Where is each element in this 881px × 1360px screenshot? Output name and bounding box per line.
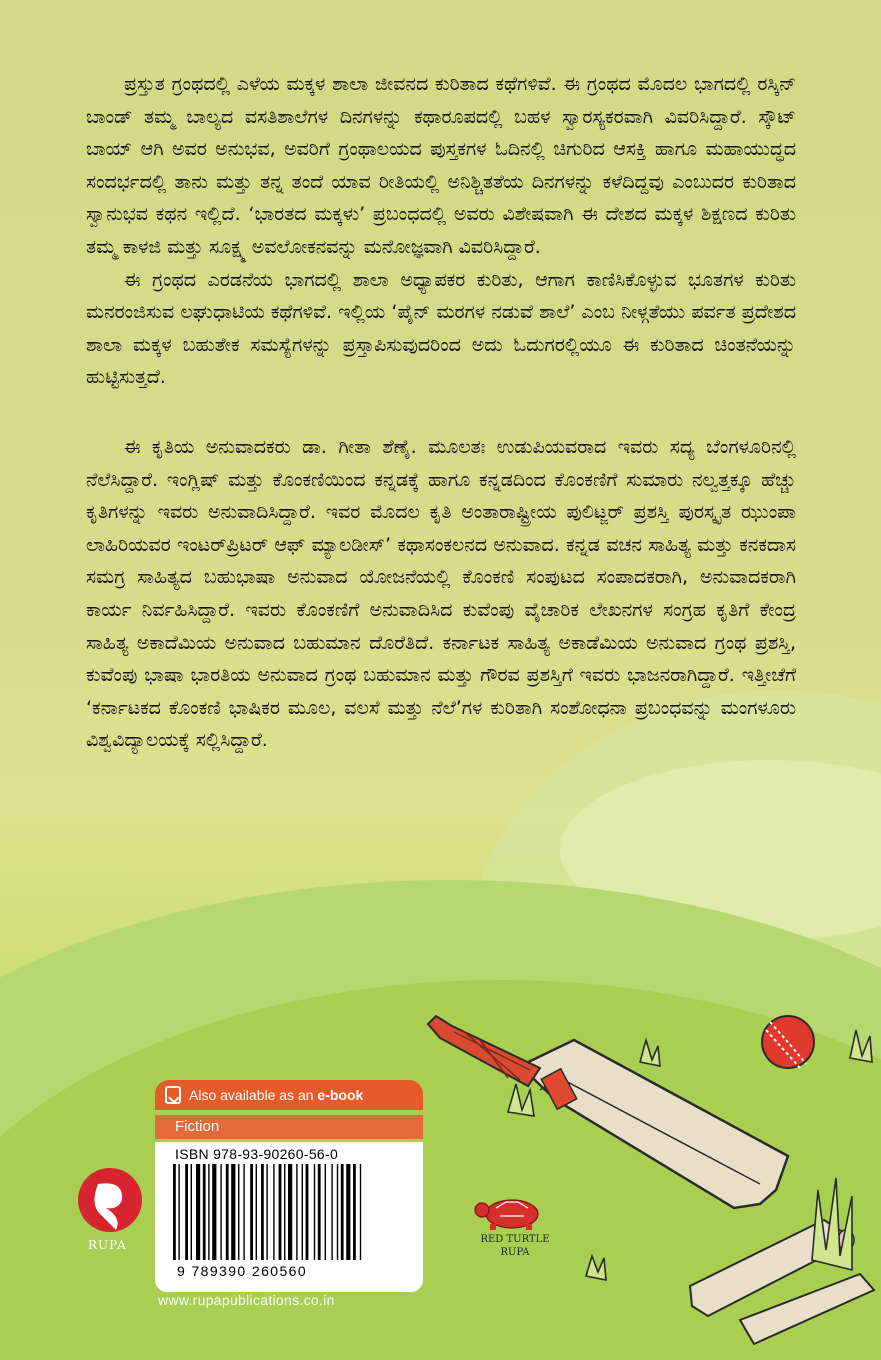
barcode-bar [231,1164,235,1260]
barcode-bar [191,1164,192,1260]
barcode-panel [155,1080,423,1310]
barcode-bar [220,1164,221,1260]
barcode-bar [208,1164,209,1260]
barcode-bar [250,1164,253,1260]
barcode-bar [325,1164,326,1260]
ebook-banner [155,1080,423,1110]
barcode-bar [178,1164,179,1260]
blurb-paragraph: ಈ ಗ್ರಂಥದ ಎರಡನೆಯ ಭಾಗದಲ್ಲಿ ಶಾಲಾ ಅಧ್ಯಾಪಕರ ಕುರಿತು, ಆಗಾಗ ಕಾಣಿಸಿಕೊಳ್ಳುವ ಭೂತಗಳ ಕುರಿತು ಮನರಂಜಿಸುವ ಲಘುಧಾಟಿಯ ಕಥೆಗಳಿವೆ. ಇಲ್ಲಿಯ ‘ಪೈನ್ ಮರಗಳ ನಡುವೆ ಶಾಲೆ’ ಎಂಬ ನೀಳ್ಗತೆಯು ಪರ್ವತ ಪ್ರದೇಶದ ಶಾಲಾ ಮಕ್ಕಳ ಬಹುತೇಕ ಸಮಸ್ಯೆಗಳನ್ನು ಪ್ರಸ್ತಾಪಿಸುವುದರಿಂದ ಅದು ಓದುಗರಲ್ಲಿಯೂ ಈ ಕುರಿತಾದ ಚಿಂತನೆಯನ್ನು ಹುಟ್ಟಿಸುತ್ತದೆ. [86,268,796,389]
barcode-bar [353,1164,356,1260]
barcode-bar [261,1164,264,1260]
red-turtle-logo [475,1200,538,1230]
rupa-logo [78,1168,142,1232]
barcode-bar [203,1164,206,1260]
imprint-name: RED TURTLE [480,1234,550,1245]
blurb-paragraph: ಪ್ರಸ್ತುತ ಗ್ರಂಥದಲ್ಲಿ ಎಳೆಯ ಮಕ್ಕಳ ಶಾಲಾ ಜೀವನದ ಕುರಿತಾದ ಕಥೆಗಳಿವೆ. ಈ ಗ್ರಂಥದ ಮೊದಲ ಭಾಗದಲ್ಲಿ ರಸ್ಕಿನ್ ಬಾಂಡ್ ತಮ್ಮ ಬಾಲ್ಯದ ವಸತಿಶಾಲೆಗಳ ದಿನಗಳನ್ನು ಕಥಾರೂಪದಲ್ಲಿ ಬಹಳ ಸ್ವಾರಸ್ಯಕರವಾಗಿ ವಿವರಿಸಿದ್ದಾರೆ. ಸ್ಕೌಟ್ ಬಾಯ್ ಆಗಿ ಅವರ ಅನುಭವ, ಅವರಿಗೆ ಗ್ರಂಥಾಲಯದ ಪುಸ್ತಕಗಳ ಓದಿನಲ್ಲಿ ಚಿಗುರಿದ ಆಸಕ್ತಿ ಹಾಗೂ ಮಹಾಯುದ್ಧದ ಸಂದರ್ಭದಲ್ಲಿ ತಾನು ಮತ್ತು ತನ್ನ ತಂದೆ ಯಾವ ರೀತಿಯಲ್ಲಿ ಅನಿಶ್ಚಿತತೆಯ ದಿನಗಳನ್ನು ಕಳೆದಿದ್ದವು ಎಂಬುದರ ಕುರಿತಾದ ಸ್ವಾನುಭವ ಕಥನ ಇಲ್ಲಿದೆ. ‘ಭಾರತದ ಮಕ್ಕಳು’ ಪ್ರಬಂಧದಲ್ಲಿ ಅವರು ವಿಶೇಷವಾಗಿ ಈ ದೇಶದ ಮಕ್ಕಳ ಶಿಕ್ಷಣದ ಕುರಿತು ತಮ್ಮ ಕಾಳಜಿ ಮತ್ತು ಸೂಕ್ಷ್ಮ ಅವಲೋಕನವನ್ನು ಮನೋಜ್ಞವಾಗಿ ವಿವರಿಸಿದ್ದಾರೆ. [86,73,796,258]
imprint-label [460,1233,570,1259]
isbn-text: ISBN 978-93-90260-56-0 [175,1146,339,1162]
barcode-bar [337,1164,338,1260]
blurb-section [86,68,796,757]
barcode-bar [284,1164,285,1260]
barcode-bar [185,1164,188,1260]
imprint-parent: RUPA [500,1247,530,1258]
publisher-website: www.rupapublications.co.in [158,1292,335,1308]
barcode-bar [243,1164,244,1260]
translator-bio-paragraph: ಈ ಕೃತಿಯ ಅನುವಾದಕರು ಡಾ. ಗೀತಾ ಶೆಣೈ. ಮೂಲತಃ ಉಡುಪಿಯವರಾದ ಇವರು ಸದ್ಯ ಬೆಂಗಳೂರಿನಲ್ಲಿ ನೆಲೆಸಿದ್ದಾರೆ. ಇಂಗ್ಲಿಷ್ ಮತ್ತು ಕೊಂಕಣಿಯಿಂದ ಕನ್ನಡಕ್ಕೆ ಹಾಗೂ ಕನ್ನಡದಿಂದ ಕೊಂಕಣಿಗೆ ಸುಮಾರು ನಲ್ವತ್ತಕ್ಕೂ ಹೆಚ್ಚು ಕೃತಿಗಳನ್ನು ಇವರು ಅನುವಾದಿಸಿದ್ದಾರೆ. ಇವರ ಮೊದಲ ಕೃತಿ ಅಂತಾರಾಷ್ಟ್ರೀಯ ಪುಲಿಟ್ಜರ್ ಪ್ರಶಸ್ತಿ ಪುರಸ್ಕೃತ ಝುಂಪಾ ಲಾಹಿರಿಯವರ ಇಂಟರ್‌ಪ್ರಿಟರ್ ಆಫ್ ಮ್ಯಾಲಡೀಸ್’ ಕಥಾಸಂಕಲನದ ಅನುವಾದ. ಕನ್ನಡ ವಚನ ಸಾಹಿತ್ಯ ಮತ್ತು ಕನಕದಾಸ ಸಮಗ್ರ ಸಾಹಿತ್ಯದ ಬಹುಭಾಷಾ ಅನುವಾದ ಯೋಜನೆಯಲ್ಲಿ ಕೊಂಕಣಿ ಸಂಪುಟದ ಸಂಪಾದಕರಾಗಿ, ಅನುವಾದಕರಾಗಿ ಕಾರ್ಯ ನಿರ್ವಹಿಸಿದ್ದಾರೆ. ಇವರು ಕೊಂಕಣಿಗೆ ಅನುವಾದಿಸಿದ ಕುವೆಂಪು ವೈಚಾರಿಕ ಲೇಖನಗಳ ಸಂಗ್ರಹ ಕೃತಿಗೆ ಕೇಂದ್ರ ಸಾಹಿತ್ಯ ಅಕಾದೆಮಿಯ ಅನುವಾದ ಬಹುಮಾನ ದೊರೆತಿದೆ. ಕರ್ನಾಟಕ ಸಾಹಿತ್ಯ ಅಕಾಡೆಮಿಯ ಅನುವಾದ ಗ್ರಂಥ ಪ್ರಶಸ್ತಿ, ಕುವೆಂಪು ಭಾಷಾ ಭಾರತಿಯ ಅನುವಾದ ಗ್ರಂಥ ಬಹುಮಾನ ಮತ್ತು ಗೌರವ ಪ್ರಶಸ್ತಿಗೆ ಇವರು ಭಾಜನರಾಗಿದ್ದಾರೆ. ಇತ್ತೀಚೆಗೆ ‘ಕರ್ನಾಟಕದ ಕೊಂಕಣಿ ಭಾಷಿಕರ ಮೂಲ, ವಲಸೆ ಮತ್ತು ನೆಲೆ’ಗಳ ಕುರಿತಾಗಿ ಸಂಶೋಧನಾ ಪ್ರಬಂಧವನ್ನು ಮಂಗಳೂರು ವಿಶ್ವವಿದ್ಯಾಲಯಕ್ಕೆ ಸಲ್ಲಿಸಿದ್ದಾರೆ. [86,435,796,752]
barcode-bar [296,1164,297,1260]
cricket-bat-illustration [428,1016,788,1208]
barcode-bar [341,1164,344,1260]
publisher-name: RUPA [88,1238,127,1252]
barcode-bar [256,1164,257,1260]
barcode-bar [306,1164,309,1260]
barcode-bar [346,1164,350,1260]
barcode-bar [331,1164,332,1260]
barcode-bar [279,1164,282,1260]
barcode-number: 9 789390 260560 [177,1263,307,1279]
ebook-label: Also available as an e-book [189,1087,364,1103]
barcode-bar [318,1164,321,1260]
barcode-box [155,1142,423,1292]
barcode-bar [173,1164,176,1260]
barcode-bar [196,1164,200,1260]
barcode-bar [314,1164,315,1260]
barcode-bar [226,1164,229,1260]
barcode-bar [360,1164,361,1260]
barcode-bar [302,1164,303,1260]
genre-label: Fiction [155,1115,423,1139]
download-icon [165,1086,181,1104]
cricket-ball-illustration [762,1016,814,1068]
barcode-bar [212,1164,216,1260]
barcode-bars [171,1164,411,1260]
barcode-bar [238,1164,239,1260]
barcode-bar [288,1164,292,1260]
barcode-bar [266,1164,267,1260]
barcode-bar [273,1164,274,1260]
